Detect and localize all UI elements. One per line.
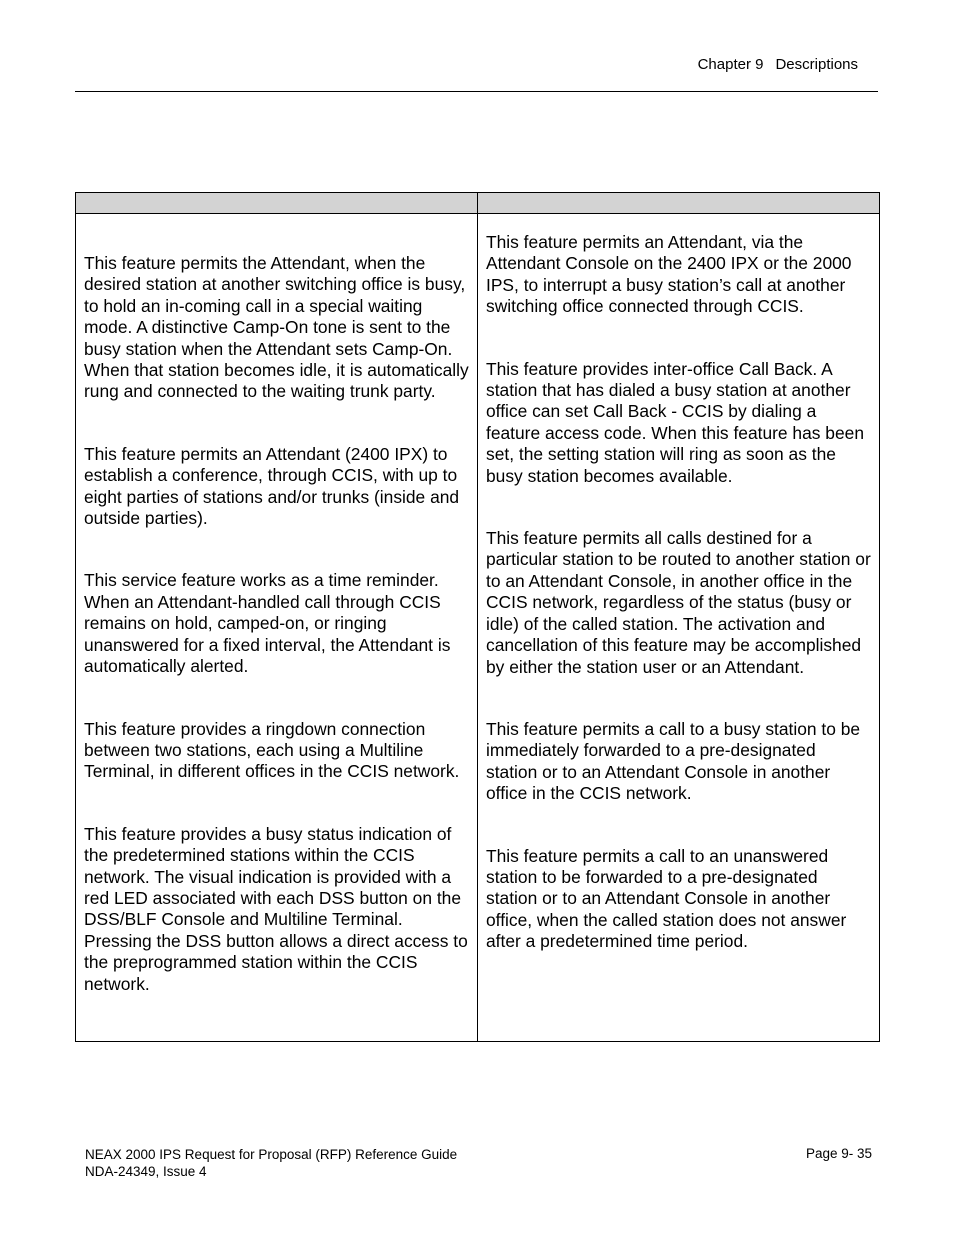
page-number: Page 9- 35	[805, 1146, 872, 1161]
section-label: Descriptions	[775, 56, 858, 73]
ringdown-description: This feature provides a ringdown connection between two stations, each using a Multiline Terminal, in different offices in the CCIS network.	[84, 718, 460, 782]
table-header-row	[76, 193, 880, 214]
footer-guide-title: NEAX 2000 IPS Request for Proposal (RFP) Reference Guide	[85, 1147, 458, 1162]
call-forwarding-all-description: This feature permits all calls destined for a particular station to be routed to another station or to an Attendant Console, in another office in the CCIS network, regardless of the status (busy or idle) of the called station. The activation and cancellation of this feature may be accomplished by either the station user or an Attendant.	[486, 528, 871, 677]
footer-document-number: NDA-24349, Issue 4	[85, 1164, 207, 1179]
conference-description: This feature permits an Attendant (2400 IPX) to establish a conference, through CCIS, with up to eight parties of stations and/or trunks (inside and outside parties).	[84, 443, 460, 529]
timed-reminder-description: This service feature works as a time reminder. When an Attendant-handled call through CCIS remains on hold, camped-on, or ringing unanswered for a fixed interval, the Attendant is automatically alerted.	[84, 570, 451, 677]
busy-lamp-field-description: This feature provides a busy status indication of the predetermined stations within the CCIS network. The visual indication is provided with a red LED associated with each DSS button on the DSS/BLF Console and Multiline Terminal. Pressing the DSS button allows a direct access to the preprogrammed station within the CCIS network.	[84, 823, 468, 994]
header-cell-left	[76, 193, 478, 214]
camp-on-description: This feature permits the Attendant, when the desired station at another switching office is busy, to hold an in-coming call in a special waiting mode. A distinctive Camp-On tone is sent to the busy station when the Attendant sets Camp-On. When that station becomes idle, it is automatically rung and connected to the waiting trunk party.	[84, 253, 469, 402]
chapter-label: Chapter 9	[697, 56, 764, 73]
right-column-cell	[478, 214, 880, 1042]
footer	[85, 1146, 457, 1180]
table-body-row	[76, 214, 880, 1042]
feature-table	[75, 192, 880, 1042]
running-header	[698, 56, 858, 73]
header-cell-right	[478, 193, 880, 214]
call-forwarding-no-answer-description: This feature permits a call to an unanswered station to be forwarded to a pre-designated station or to an Attendant Console in another office, when the called station does not answer after a predetermined time period.	[486, 845, 847, 952]
call-forwarding-busy-description: This feature permits a call to a busy station to be immediately forwarded to a pre-designated station or to an Attendant Console in another office in the CCIS network.	[486, 718, 861, 804]
busy-verification-description: This feature permits an Attendant, via the Attendant Console on the 2400 IPX or the 2000 IPS, to interrupt a busy station’s call at another switching office connected through CCIS.	[486, 232, 852, 317]
left-column-cell	[76, 214, 478, 1042]
header-divider	[75, 91, 878, 92]
call-back-description: This feature provides inter-office Call Back. A station that has dialed a busy station at another office can set Call Back - CCIS by dialing a feature access code. When this feature has been set, the setting station will ring as soon as the busy station becomes available.	[486, 358, 864, 486]
